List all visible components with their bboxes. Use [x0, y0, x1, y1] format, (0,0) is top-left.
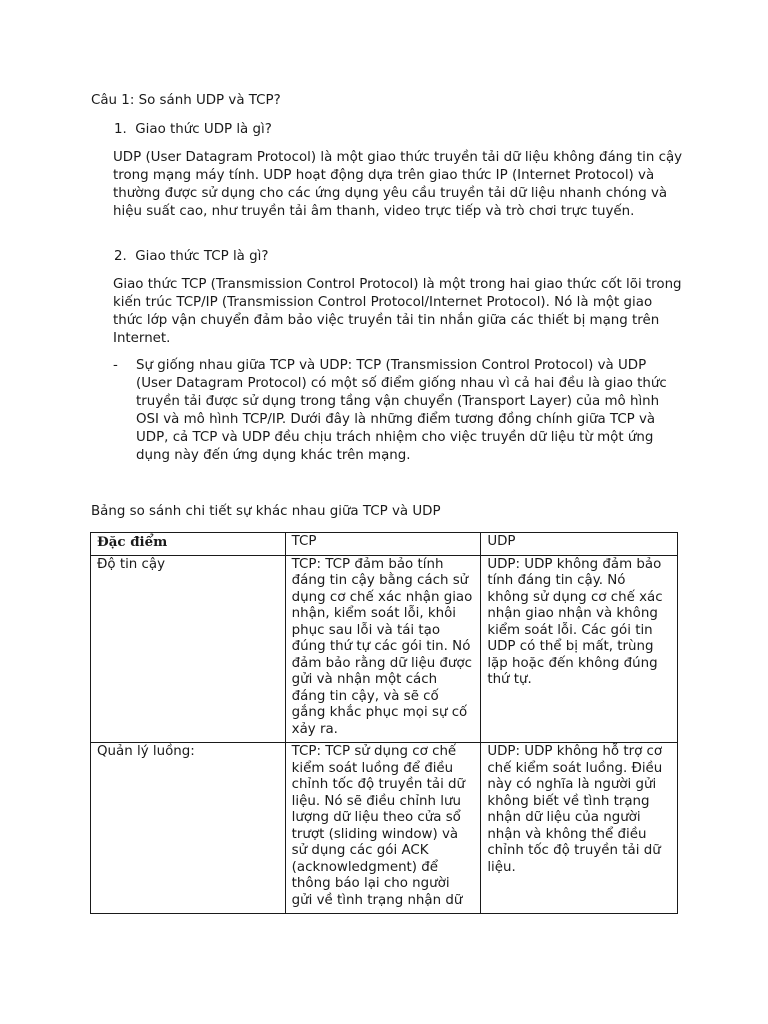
numbered-item-tcp [114, 248, 674, 266]
cell-tcp: TCP: TCP đảm bảo tính đáng tin cậy bằng cách sử dụng cơ chế xác nhận giao nhận, kiểm soát lỗi, khôi phục sau lỗi và tái tạo đúng thứ tự các gói tin. Nó đảm bảo rằng dữ liệu được gửi và nhận một cách đáng tin cậy, và sẽ cố gắng khắc phục mọi sự cố xảy ra. [285, 555, 481, 743]
dash-bullet: - [113, 358, 118, 373]
cell-udp: UDP: UDP không đảm bảo tính đáng tin cậy. Nó không sử dụng cơ chế xác nhận giao nhận và không kiểm soát lỗi. Các gói tin UDP có thể bị mất, trùng lặp hoặc đến không đúng thứ tự. [481, 555, 678, 743]
item-title: Giao thức TCP là gì? [135, 249, 269, 264]
item-title: Giao thức UDP là gì? [135, 122, 272, 137]
table-title: Bảng so sánh chi tiết sự khác nhau giữa TCP và UDP [91, 504, 441, 519]
similarity-paragraph: Sự giống nhau giữa TCP và UDP: TCP (Transmission Control Protocol) và UDP (User Datagram Protocol) có một số điểm giống nhau vì cả hai đều là giao thức truyền tải được sử dụng trong tầng vận chuyển (Transport Layer) của mô hình OSI và mô hình TCP/IP. Dưới đây là những điểm tương đồng chính giữa TCP và UDP, cả TCP và UDP đều chịu trách nhiệm cho việc truyền dữ liệu từ một ứng dụng này đến ứng dụng khác trên mạng. [136, 358, 667, 463]
table-row [91, 555, 678, 743]
header-tcp: TCP [285, 533, 481, 556]
question-heading: Câu 1: So sánh UDP và TCP? [91, 93, 281, 108]
udp-paragraph: UDP (User Datagram Protocol) là một giao thức truyền tải dữ liệu không đáng tin cậy trong mạng máy tính. UDP hoạt động dựa trên giao thức IP (Internet Protocol) và thường được sử dụng cho các ứng dụng yêu cầu truyền tải dữ liệu nhanh chóng và hiệu suất cao, như truyền tải âm thanh, video trực tiếp và trò chơi trực tuyến. [113, 150, 683, 219]
cell-feature: Quản lý luồng: [91, 743, 286, 914]
header-feature: Đặc điểm [91, 533, 286, 556]
numbered-item-udp [114, 121, 674, 139]
cell-feature: Độ tin cậy [91, 555, 286, 743]
tcp-paragraph: Giao thức TCP (Transmission Control Protocol) là một trong hai giao thức cốt lõi trong kiến trúc TCP/IP (Transmission Control Protocol/Internet Protocol). Nó là một giao thức lớp vận chuyển đảm bảo việc truyền tải tin nhắn giữa các thiết bị mạng trên Internet. [113, 277, 682, 346]
cell-tcp: TCP: TCP sử dụng cơ chế kiểm soát luồng để điều chỉnh tốc độ truyền tải dữ liệu. Nó sẽ điều chỉnh lưu lượng dữ liệu theo cửa sổ trượt (sliding window) và sử dụng các gói ACK (acknowledgment) để thông báo lại cho người gửi về tình trạng nhận dữ [285, 743, 481, 914]
item-number: 2. [114, 249, 127, 264]
table-row [91, 743, 678, 914]
item-number: 1. [114, 122, 127, 137]
comparison-table [90, 532, 678, 914]
table-header-row [91, 533, 678, 556]
header-udp: UDP [481, 533, 678, 556]
cell-udp: UDP: UDP không hỗ trợ cơ chế kiểm soát luồng. Điều này có nghĩa là người gửi không biết về tình trạng nhận dữ liệu của người nhận và không thể điều chỉnh tốc độ truyền tải dữ liệu. [481, 743, 678, 914]
